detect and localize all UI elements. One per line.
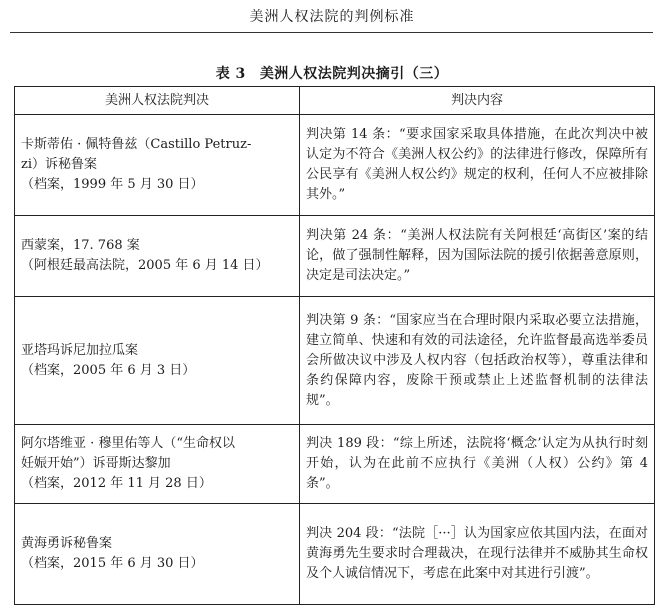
case-date-line: （档案，2012 年 11 月 28 日） (21, 476, 212, 491)
column-header-content: 判决内容 (300, 87, 655, 115)
table-title: 美洲人权法院判决摘引（三） (259, 66, 449, 82)
case-cell (15, 297, 300, 425)
case-name-line: 卡斯蒂佑 · 佩特鲁兹（Castillo Petruz- (21, 137, 252, 152)
table-number: 表 3 (215, 66, 246, 82)
case-name-line: 阿尔塔维亚 · 穆里佑等人（“生命权以 (21, 436, 236, 451)
header-rule (10, 32, 653, 33)
table-row (15, 216, 655, 297)
table-row (15, 115, 655, 216)
case-cell (15, 425, 300, 504)
column-header-case: 美洲人权法院判决 (15, 87, 300, 115)
content-cell: 判决第 9 条：“国家应当在合理时限内采取必要立法措施，建立简单、快速和有效的司法途径，允许监督最高选举委员会所做决议中涉及人权内容（包括政治权等），尊重法律和条约保障内容，废除干预或禁止上述监督机制的法律法规”。 (300, 297, 655, 425)
case-name-line: 黄海勇诉秘鲁案 (21, 536, 113, 551)
case-cell (15, 504, 300, 605)
table-row (15, 504, 655, 605)
content-cell: 判决 204 段：“法院［···］认为国家应依其国内法，在面对黄海勇先生要求时合理裁决，在现行法律并不威胁其生命权及个人诚信情况下，考虑在此案中对其进行引渡”。 (300, 504, 655, 605)
content-cell: 判决 189 段：“综上所述，法院将‘概念’认定为从执行时刻开始，认为在此前不应执行《美洲（人权）公约》第 4 条”。 (300, 425, 655, 504)
table-row (15, 297, 655, 425)
judgments-table (14, 86, 655, 605)
case-date-line: （档案，2005 年 6 月 3 日） (21, 362, 196, 378)
case-cell (15, 115, 300, 216)
case-name-line: zi）诉秘鲁案 (21, 157, 98, 172)
case-date-line: （档案，1999 年 5 月 30 日） (21, 177, 204, 192)
case-date-line: （阿根廷最高法院，2005 年 6 月 14 日） (21, 258, 269, 273)
content-cell: 判决第 24 条：“美洲人权法院有关阿根廷‘高街区’案的结论，做了强制性解释，因为国际法院的援引依据善意原则，决定是司法决定。” (300, 216, 655, 297)
case-name-line: 妊娠开始”）诉哥斯达黎加 (21, 456, 171, 471)
case-name-line: 亚塔玛诉尼加拉瓜案 (21, 342, 139, 358)
content-cell: 判决第 14 条：“要求国家采取具体措施，在此次判决中被认定为不符合《美洲人权公约》的法律进行修改，保障所有公民享有《美洲人权公约》规定的权利，任何人不应被排除其外。” (300, 115, 655, 216)
table-caption (0, 63, 664, 83)
table-row (15, 425, 655, 504)
running-header: 美洲人权法院的判例标准 (249, 9, 415, 25)
case-cell (15, 216, 300, 297)
case-date-line: （档案，2015 年 6 月 30 日） (21, 556, 204, 571)
table-header-row (15, 87, 655, 115)
case-name-line: 西蒙案，17. 768 案 (21, 238, 140, 253)
